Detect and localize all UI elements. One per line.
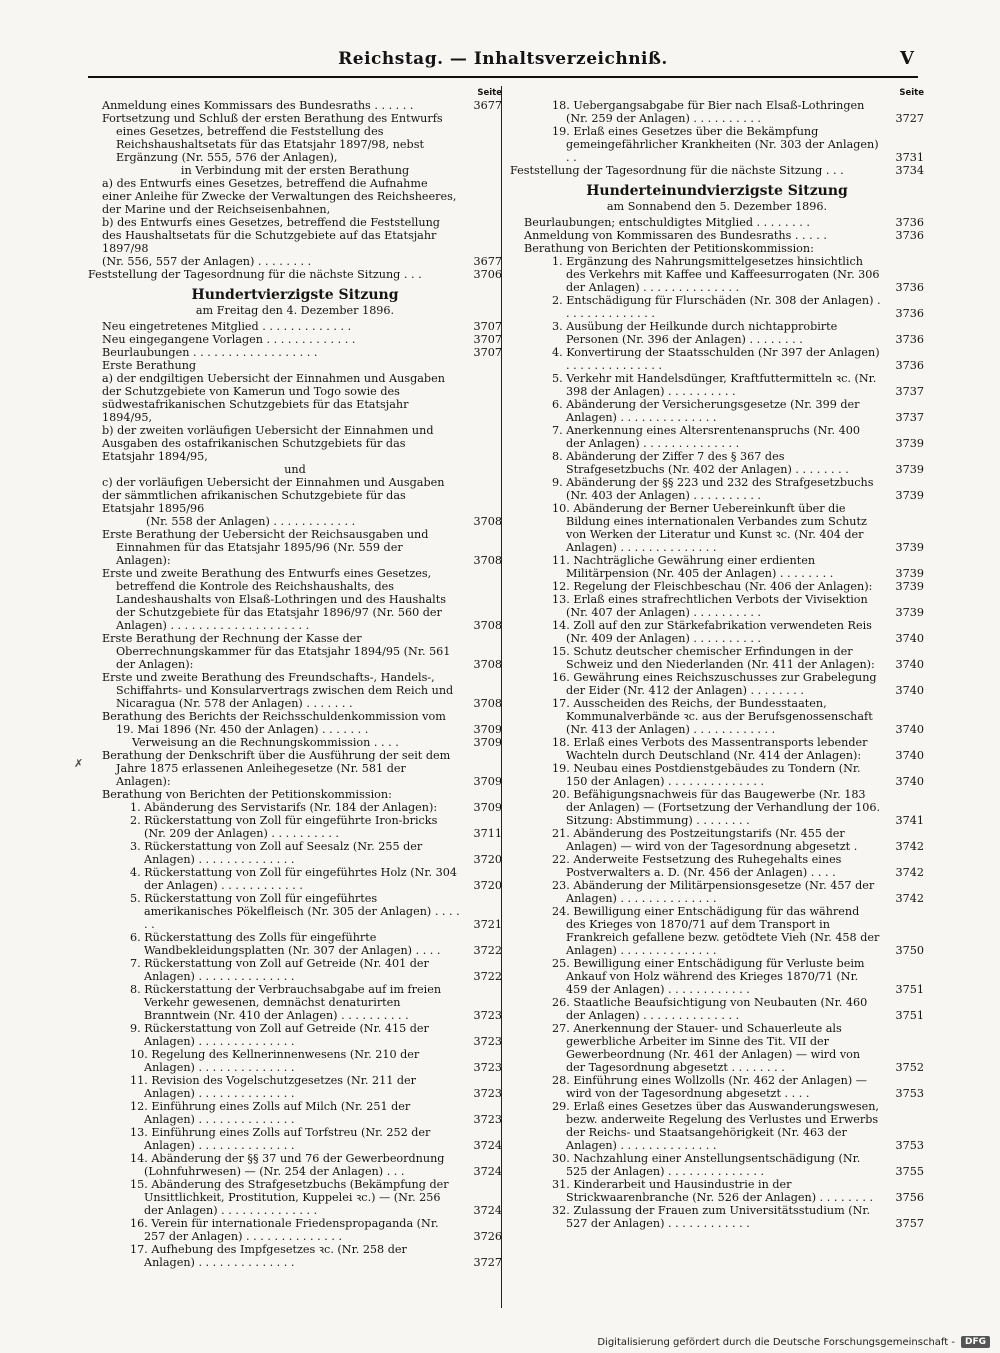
petition-entry: 28. Einführung eines Wollzolls (Nr. 462 der Anlagen) — wird von der Tagesordnung abgesetzt . . . . 3753 bbox=[552, 1074, 924, 1100]
petition-entry: 19. Erlaß eines Gesetzes über die Bekämpfung gemeingefährlicher Krankheiten (Nr. 303 der Anlagen) . . 3731 bbox=[552, 125, 924, 164]
petition-entry: 14. Abänderung der §§ 37 und 76 der Gewerbeordnung (Lohnfuhrwesen) — (Nr. 254 der Anlagen) . . . 3724 bbox=[130, 1152, 502, 1178]
petition-entry: 2. Rückerstattung von Zoll für eingeführte Iron-bricks (Nr. 209 der Anlagen) . . . . . . . . . . 3711 bbox=[130, 814, 502, 840]
toc-entry: b) der zweiten vorläufigen Uebersicht der Einnahmen und Ausgaben des ostafrikanischen Schutzgebiets für das Etatsjahr 1894/95, bbox=[102, 424, 434, 463]
toc-entry: Berathung von Berichten der Petitionskommission: bbox=[524, 242, 814, 255]
petition-entry: 12. Einführung eines Zolls auf Milch (Nr. 251 der Anlagen) . . . . . . . . . . . . . . 3723 bbox=[130, 1100, 502, 1126]
petition-entry: 13. Einführung eines Zolls auf Torfstreu (Nr. 252 der Anlagen) . . . . . . . . . . . . . . 3724 bbox=[130, 1126, 502, 1152]
petition-entry: 27. Anerkennung der Stauer- und Schauerleute als gewerbliche Arbeiter im Sinne des Tit. VII der Gewerbeordnung (Nr. 461 der Anlagen) — wird von der Tagesordnung abgesetzt . . . . . . . . 3752 bbox=[552, 1022, 924, 1074]
petition-entry: 22. Anderweite Festsetzung des Ruhegehalts eines Postverwalters a. D. (Nr. 456 der Anlagen) . . . . 3742 bbox=[552, 853, 924, 879]
toc-subentry: c) der vorläufigen Uebersicht der Einnahmen und Ausgaben der sämmtlichen afrikanischen Schutzgebiete für das Etatsjahr 1895/96 bbox=[102, 476, 445, 515]
session-heading: Hunderteinundvierzigste Sitzung bbox=[586, 183, 848, 199]
toc-entry: Berathung der Denkschrift über die Ausführung der seit dem Jahre 1875 erlassenen Anleihegesetze (Nr. 581 der Anlagen): 3709 bbox=[102, 749, 502, 788]
toc-entry: Erste Berathung der Uebersicht der Reichsausgaben und Einnahmen für das Etatsjahr 1895/96 (Nr. 559 der Anlagen): 3708 bbox=[102, 528, 502, 567]
toc-entry: Feststellung der Tagesordnung für die nächste Sitzung . . . 3734 bbox=[510, 164, 924, 177]
petition-entry: 3. Rückerstattung von Zoll auf Seesalz (Nr. 255 der Anlagen) . . . . . . . . . . . . . . 3720 bbox=[130, 840, 502, 866]
right-column bbox=[510, 88, 924, 1230]
toc-entry: b) des Entwurfs eines Gesetzes, betreffend die Feststellung des Haushaltsetats für die Schutzgebiete auf das Etatsjahr 1897/98 bbox=[102, 216, 440, 255]
petition-entry: 30. Nachzahlung einer Anstellungsentschädigung (Nr. 525 der Anlagen) . . . . . . . . . . . . . . 3755 bbox=[552, 1152, 924, 1178]
petition-entry: 16. Gewährung eines Reichszuschusses zur Grabelegung der Eider (Nr. 412 der Anlagen) . . . . . . . . 3740 bbox=[552, 671, 924, 697]
petition-entry: 8. Rückerstattung der Verbrauchsabgabe auf im freien Verkehr gewesenen, demnächst denaturirten Branntwein (Nr. 410 der Anlagen) . . . . . . . . . . 3723 bbox=[130, 983, 502, 1022]
left-column bbox=[88, 88, 502, 1269]
toc-entry: Neu eingetretenes Mitglied . . . . . . . . . . . . . 3707 bbox=[102, 320, 502, 333]
petition-entry: 31. Kinderarbeit und Hausindustrie in der Strickwaarenbranche (Nr. 526 der Anlagen) . . . . . . . . 3756 bbox=[552, 1178, 924, 1204]
petition-entry: 21. Abänderung des Postzeitungstarifs (Nr. 455 der Anlagen) — wird von der Tagesordnung abgesetzt . 3742 bbox=[552, 827, 924, 853]
toc-entry: (Nr. 556, 557 der Anlagen) . . . . . . . . 3677 bbox=[102, 255, 502, 268]
petition-entry: 23. Abänderung der Militärpensionsgesetze (Nr. 457 der Anlagen) . . . . . . . . . . . . . . 3742 bbox=[552, 879, 924, 905]
petition-entry: 4. Rückerstattung von Zoll für eingeführtes Holz (Nr. 304 der Anlagen) . . . . . . . . . . . . 3720 bbox=[130, 866, 502, 892]
session-date: am Sonnabend den 5. Dezember 1896. bbox=[606, 200, 828, 213]
seite-label: Seite bbox=[477, 88, 502, 98]
petition-entry: 8. Abänderung der Ziffer 7 des § 367 des Strafgesetzbuchs (Nr. 402 der Anlagen) . . . . . . . . 3739 bbox=[552, 450, 924, 476]
petition-entry: 2. Entschädigung für Flurschäden (Nr. 308 der Anlagen) . . . . . . . . . . . . . . 3736 bbox=[552, 294, 924, 320]
petition-entry: 9. Abänderung der §§ 223 und 232 des Strafgesetzbuchs (Nr. 403 der Anlagen) . . . . . . . . . . 3739 bbox=[552, 476, 924, 502]
toc-entry: Erste und zweite Berathung des Entwurfs eines Gesetzes, betreffend die Kontrole des Reichshaushalts, des Landeshaushalts von Elsaß-Lothringen und des Haushalts der Schutzgebiete für das Etatsjahr 1896/97 (Nr. 560 der Anlagen) . . . . . . . . . . . . . . . . . . . . 3708 bbox=[102, 567, 502, 632]
petition-entry: 32. Zulassung der Frauen zum Universitätsstudium (Nr. 527 der Anlagen) . . . . . . . . . . . . 3757 bbox=[552, 1204, 924, 1230]
toc-entry: Berathung von Berichten der Petitionskommission: bbox=[102, 788, 392, 801]
toc-entry: Anmeldung eines Kommissars des Bundesraths . . . . . . 3677 bbox=[102, 99, 502, 112]
petition-entry: 26. Staatliche Beaufsichtigung von Neubauten (Nr. 460 der Anlagen) . . . . . . . . . . . . . . 3751 bbox=[552, 996, 924, 1022]
petition-entry: 6. Rückerstattung des Zolls für eingeführte Wandbekleidungsplatten (Nr. 307 der Anlagen) . . . . 3722 bbox=[130, 931, 502, 957]
session-date: am Freitag den 4. Dezember 1896. bbox=[195, 304, 395, 317]
petition-entry: 25. Bewilligung einer Entschädigung für Verluste beim Ankauf von Holz während des Krieges 1870/71 (Nr. 459 der Anlagen) . . . . . . . . . . . . 3751 bbox=[552, 957, 924, 996]
petition-entry: 17. Aufhebung des Impfgesetzes ꝛc. (Nr. 258 der Anlagen) . . . . . . . . . . . . . . 3727 bbox=[130, 1243, 502, 1269]
petition-entry: 10. Regelung des Kellnerinnenwesens (Nr. 210 der Anlagen) . . . . . . . . . . . . . . 3723 bbox=[130, 1048, 502, 1074]
petition-entry: 29. Erlaß eines Gesetzes über das Auswanderungswesen, bezw. anderweite Regelung des Verlustes und Erwerbs der Reichs- und Staatsangehörigkeit (Nr. 463 der Anlagen) . . . . . . . . . . . . . . 3753 bbox=[552, 1100, 924, 1152]
toc-entry: Beurlaubungen . . . . . . . . . . . . . . . . . . 3707 bbox=[102, 346, 502, 359]
petition-entry: 5. Verkehr mit Handelsdünger, Kraftfuttermitteln ꝛc. (Nr. 398 der Anlagen) . . . . . . . . . . 3737 bbox=[552, 372, 924, 398]
petition-entry: 12. Regelung der Fleischbeschau (Nr. 406 der Anlagen): 3739 bbox=[552, 580, 924, 593]
toc-subentry: (Nr. 558 der Anlagen) . . . . . . . . . . . . 3708 bbox=[146, 515, 502, 528]
petition-entry: 5. Rückerstattung von Zoll für eingeführtes amerikanisches Pökelfleisch (Nr. 305 der Anlagen) . . . . . . 3721 bbox=[130, 892, 502, 931]
seite-label: Seite bbox=[899, 88, 924, 98]
petition-entry: 1. Abänderung des Servistarifs (Nr. 184 der Anlagen): 3709 bbox=[130, 801, 502, 814]
toc-entry: Berathung des Berichts der Reichsschuldenkommission vom 19. Mai 1896 (Nr. 450 der Anlagen) . . . . . . . 3709 bbox=[102, 710, 502, 736]
petition-entry: 3. Ausübung der Heilkunde durch nichtapprobirte Personen (Nr. 396 der Anlagen) . . . . . . . . 3736 bbox=[552, 320, 924, 346]
petition-entry: 16. Verein für internationale Friedenspropaganda (Nr. 257 der Anlagen) . . . . . . . . . . . . . . 3726 bbox=[130, 1217, 502, 1243]
petition-entry: 18. Erlaß eines Verbots des Massentransports lebender Wachteln durch Deutschland (Nr. 414 der Anlagen): 3740 bbox=[552, 736, 924, 762]
petition-entry: 11. Revision des Vogelschutzgesetzes (Nr. 211 der Anlagen) . . . . . . . . . . . . . . 3723 bbox=[130, 1074, 502, 1100]
petition-entry: 20. Befähigungsnachweis für das Baugewerbe (Nr. 183 der Anlagen) — (Fortsetzung der Verhandlung der 106. Sitzung: Abstimmung) . . . . . . . . 3741 bbox=[552, 788, 924, 827]
petition-entry: 6. Abänderung der Versicherungsgesetze (Nr. 399 der Anlagen) . . . . . . . . . . . . . . 3737 bbox=[552, 398, 924, 424]
petition-entry: 24. Bewilligung einer Entschädigung für das während des Krieges von 1870/71 auf dem Transport in Frankreich gefallene bezw. getödtete Vieh (Nr. 458 der Anlagen) . . . . . . . . . . . . . . 3750 bbox=[552, 905, 924, 957]
session-heading: Hundertvierzigste Sitzung bbox=[191, 287, 399, 303]
toc-entry: Neu eingegangene Vorlagen . . . . . . . . . . . . . 3707 bbox=[102, 333, 502, 346]
dfg-logo: DFG bbox=[961, 1336, 990, 1348]
toc-entry: Fortsetzung und Schluß der ersten Berathung des Entwurfs eines Gesetzes, betreffend die Feststellung des Reichshaushaltsetats für das Etatsjahr 1897/98, nebst Ergänzung (Nr. 555, 576 der Anlagen), bbox=[102, 112, 443, 164]
petition-entry: 14. Zoll auf den zur Stärkefabrikation verwendeten Reis (Nr. 409 der Anlagen) . . . . . . . . . . 3740 bbox=[552, 619, 924, 645]
petition-entry: 15. Abänderung des Strafgesetzbuchs (Bekämpfung der Unsittlichkeit, Prostitution, Kuppelei ꝛc.) — (Nr. 256 der Anlagen) . . . . . . . . . . . . . . 3724 bbox=[130, 1178, 502, 1217]
toc-entry: Erste Berathung der Rechnung der Kasse der Oberrechnungskammer für das Etatsjahr 1894/95 (Nr. 561 der Anlagen): 3708 bbox=[102, 632, 502, 671]
petition-entry: 13. Erlaß eines strafrechtlichen Verbots der Vivisektion (Nr. 407 der Anlagen) . . . . . . . . . . 3739 bbox=[552, 593, 924, 619]
petition-entry: 10. Abänderung der Berner Uebereinkunft über die Bildung eines internationalen Verbandes zum Schutz von Werken der Literatur und Kunst ꝛc. (Nr. 404 der Anlagen) . . . . . . . . . . . . . . 3739 bbox=[552, 502, 924, 554]
petition-entry: 7. Anerkennung eines Altersrentenanspruchs (Nr. 400 der Anlagen) . . . . . . . . . . . . . . 3739 bbox=[552, 424, 924, 450]
toc-entry: Erste und zweite Berathung des Freundschafts-, Handels-, Schiffahrts- und Konsularvertrags zwischen dem Reich und Nicaragua (Nr. 578 der Anlagen) . . . . . . . 3708 bbox=[102, 671, 502, 710]
page-header bbox=[88, 46, 918, 78]
petition-entry: 18. Uebergangsabgabe für Bier nach Elsaß-Lothringen (Nr. 259 der Anlagen) . . . . . . . . . . 3727 bbox=[552, 99, 924, 125]
page-number: V bbox=[900, 48, 914, 69]
toc-subentry: Verweisung an die Rechnungskommission . . . . 3709 bbox=[132, 736, 502, 749]
toc-entry: Anmeldung von Kommissaren des Bundesraths . . . . . 3736 bbox=[524, 229, 924, 242]
petition-entry: 15. Schutz deutscher chemischer Erfindungen in der Schweiz und den Niederlanden (Nr. 411 der Anlagen): 3740 bbox=[552, 645, 924, 671]
footer-text: Digitalisierung gefördert durch die Deutsche Forschungsgemeinschaft - bbox=[597, 1336, 955, 1348]
running-title: Reichstag. — Inhaltsverzeichniß. bbox=[338, 49, 668, 69]
toc-entry: Feststellung der Tagesordnung für die nächste Sitzung . . . 3706 bbox=[88, 268, 502, 281]
und-connector: und bbox=[284, 463, 306, 476]
petition-entry: 1. Ergänzung des Nahrungsmittelgesetzes hinsichtlich des Verkehrs mit Kaffee und Kaffeesurrogaten (Nr. 306 der Anlagen) . . . . . . . . . . . . . . 3736 bbox=[552, 255, 924, 294]
petition-entry: 19. Neubau eines Postdienstgebäudes zu Tondern (Nr. 150 der Anlagen) . . . . . . . . . . . . . . 3740 bbox=[552, 762, 924, 788]
toc-entry: a) der endgiltigen Uebersicht der Einnahmen und Ausgaben der Schutzgebiete von Kamerun und Togo sowie des südwestafrikanischen Schutzgebiets für das Etatsjahr 1894/95, bbox=[102, 372, 445, 424]
petition-entry: 7. Rückerstattung von Zoll auf Getreide (Nr. 401 der Anlagen) . . . . . . . . . . . . . . 3722 bbox=[130, 957, 502, 983]
petition-entry: 17. Ausscheiden des Reichs, der Bundesstaaten, Kommunalverbände ꝛc. aus der Berufsgenossenschaft (Nr. 413 der Anlagen) . . . . . . . . . . . . 3740 bbox=[552, 697, 924, 736]
petition-entry: 9. Rückerstattung von Zoll auf Getreide (Nr. 415 der Anlagen) . . . . . . . . . . . . . . 3723 bbox=[130, 1022, 502, 1048]
petition-entry: 11. Nachträgliche Gewährung einer erdienten Militärpension (Nr. 405 der Anlagen) . . . . . . . . 3739 bbox=[552, 554, 924, 580]
footer bbox=[597, 1336, 990, 1348]
toc-entry: Beurlaubungen; entschuldigtes Mitglied . . . . . . . . 3736 bbox=[524, 216, 924, 229]
petition-entry: 4. Konvertirung der Staatsschulden (Nr 397 der Anlagen) . . . . . . . . . . . . . . 3736 bbox=[552, 346, 924, 372]
margin-mark: ✗ bbox=[74, 757, 84, 770]
center-note: in Verbindung mit der ersten Berathung bbox=[180, 164, 410, 177]
toc-entry: a) des Entwurfs eines Gesetzes, betreffend die Aufnahme einer Anleihe für Zwecke der Verwaltungen des Reichsheeres, der Marine und der Reichseisenbahnen, bbox=[102, 177, 457, 216]
toc-entry: Erste Berathung bbox=[102, 359, 197, 372]
